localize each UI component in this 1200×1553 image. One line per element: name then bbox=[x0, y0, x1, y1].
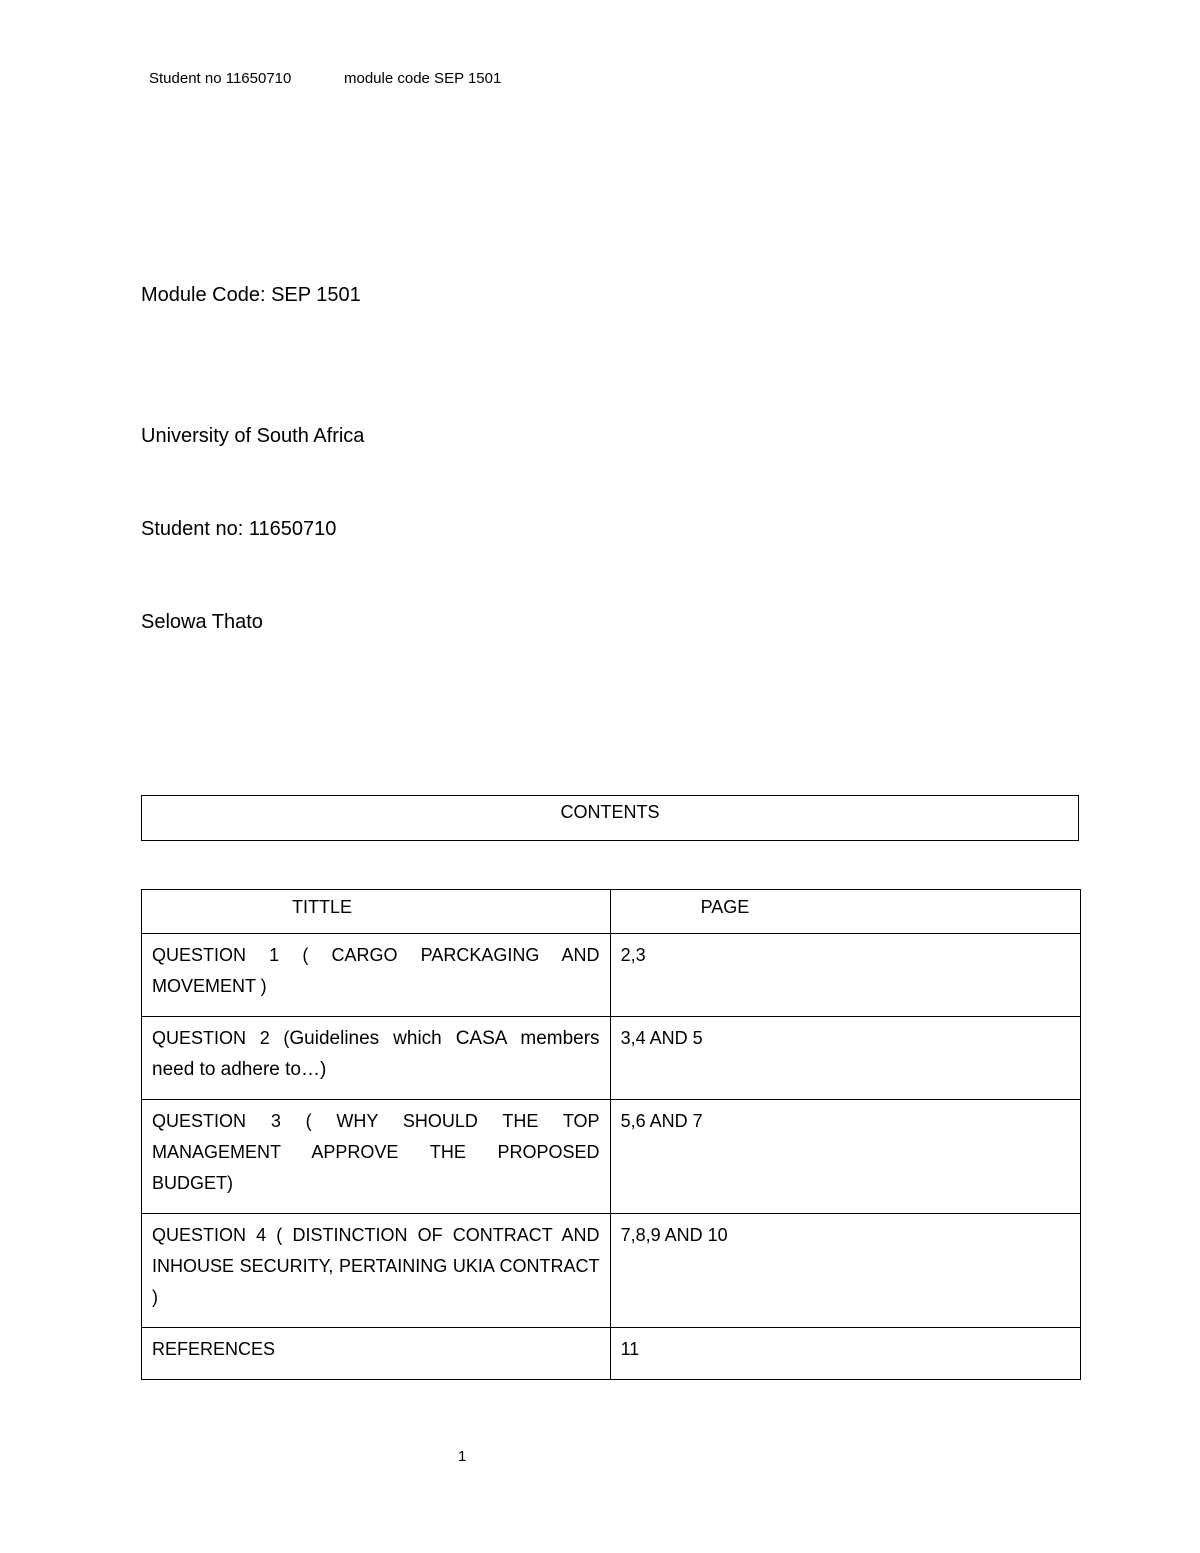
row-title bbox=[142, 1017, 611, 1100]
column-header-title: TITTLE bbox=[142, 890, 611, 934]
table-row bbox=[142, 1214, 1081, 1328]
module-code: Module Code: SEP 1501 bbox=[141, 284, 361, 306]
row-title-prefix: QUESTION 2 ( bbox=[152, 1028, 290, 1048]
row-page: 2,3 bbox=[610, 934, 1080, 1017]
table-header-row bbox=[142, 890, 1081, 934]
page-number: 1 bbox=[458, 1448, 467, 1465]
student-number: Student no: 11650710 bbox=[141, 518, 337, 540]
row-title: QUESTION 1 ( CARGO PARCKAGING AND MOVEMENT ) bbox=[142, 934, 611, 1017]
row-title: REFERENCES bbox=[142, 1328, 611, 1380]
page-header bbox=[149, 70, 501, 87]
row-page: 3,4 AND 5 bbox=[610, 1017, 1080, 1100]
university-name: University of South Africa bbox=[141, 425, 365, 447]
row-page: 11 bbox=[610, 1328, 1080, 1380]
table-row bbox=[142, 1328, 1081, 1380]
header-student-no: Student no 11650710 bbox=[149, 70, 292, 87]
row-page: 7,8,9 AND 10 bbox=[610, 1214, 1080, 1328]
table-row bbox=[142, 934, 1081, 1017]
contents-heading: CONTENTS bbox=[141, 795, 1079, 841]
row-page: 5,6 AND 7 bbox=[610, 1100, 1080, 1214]
row-title: QUESTION 3 ( WHY SHOULD THE TOP MANAGEMENT APPROVE THE PROPOSED BUDGET) bbox=[142, 1100, 611, 1214]
table-of-contents bbox=[141, 889, 1081, 1380]
table-row bbox=[142, 1100, 1081, 1214]
column-header-page: PAGE bbox=[610, 890, 1080, 934]
header-module-code: module code SEP 1501 bbox=[344, 70, 502, 87]
row-title: QUESTION 4 ( DISTINCTION OF CONTRACT AND INHOUSE SECURITY, PERTAINING UKIA CONTRACT ) bbox=[142, 1214, 611, 1328]
row-title-rest: Guidelines which CASA members need to adhere to…) bbox=[152, 1028, 600, 1080]
student-name: Selowa Thato bbox=[141, 611, 263, 633]
table-row bbox=[142, 1017, 1081, 1100]
